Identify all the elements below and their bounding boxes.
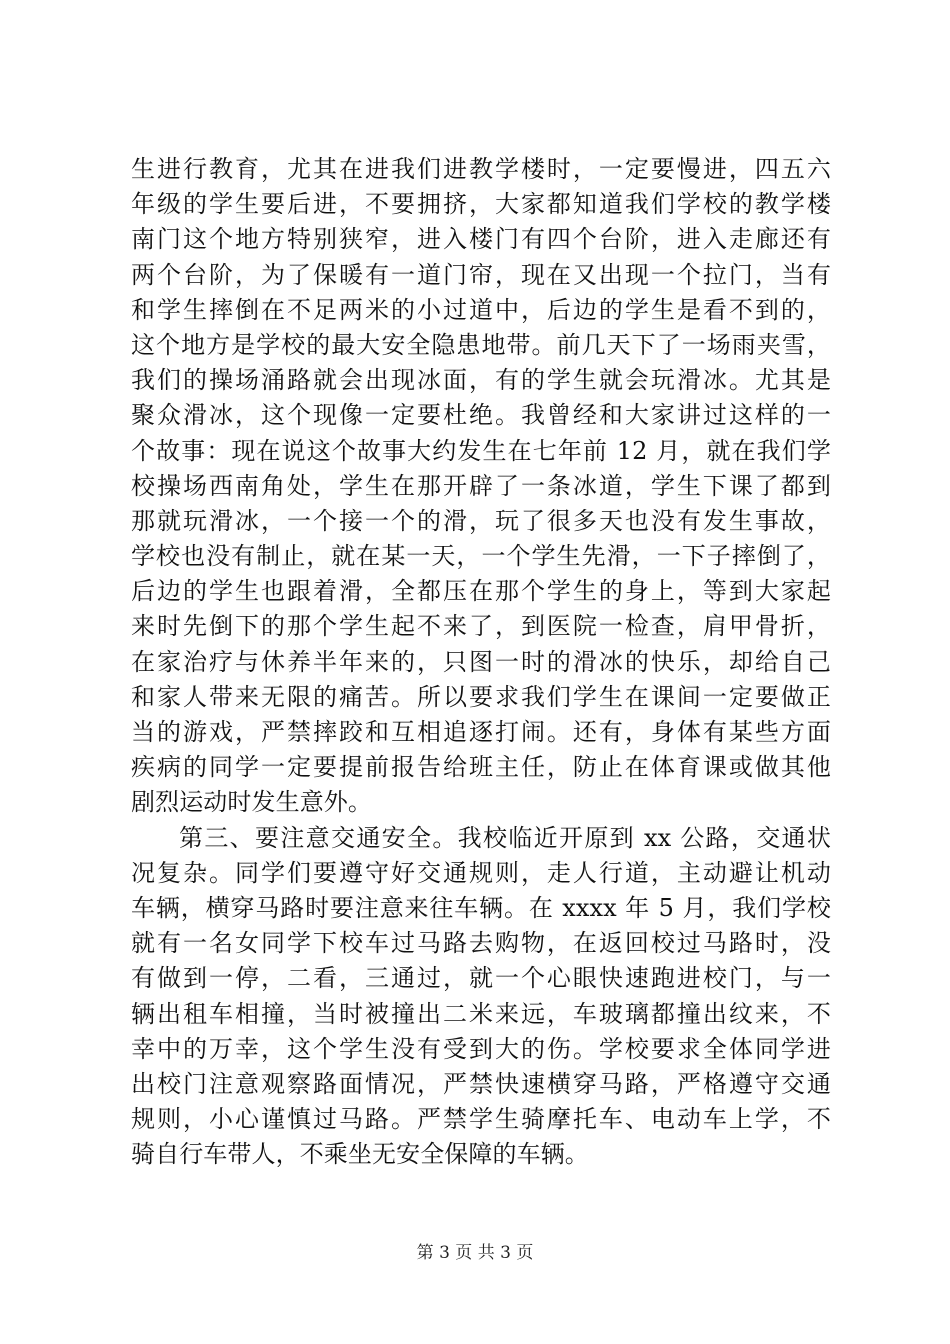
text-line: 和家人带来无限的痛苦。所以要求我们学生在课间一定要做正: [131, 682, 831, 711]
text-line: 辆出租车相撞，当时被撞出二米来远，车玻璃都撞出纹来，不: [131, 999, 831, 1028]
text-line: 况复杂。同学们要遵守好交通规则，走人行道，主动避让机动: [131, 858, 831, 887]
text-line: 就有一名女同学下校车过马路去购物，在返回校过马路时，没: [131, 929, 831, 958]
text-line: 那就玩滑冰，一个接一个的滑，玩了很多天也没有发生事故，: [131, 506, 831, 535]
text-line: 来时先倒下的那个学生起不来了，到医院一检查，肩甲骨折，: [131, 612, 831, 641]
text-line: 有做到一停，二看，三通过，就一个心眼快速跑进校门，与一: [131, 964, 831, 993]
body-text: [131, 152, 831, 1172]
text-line: 生进行教育，尤其在进我们进教学楼时，一定要慢进，四五六: [131, 155, 831, 183]
text-line: 个故事：现在说这个故事大约发生在七年前 12 月，就在我们学: [131, 436, 831, 465]
text-line: 聚众滑冰，这个现像一定要杜绝。我曾经和大家讲过这样的一: [131, 401, 831, 430]
page-footer: [0, 1242, 950, 1264]
text-line: 在家治疗与休养半年来的，只图一时的滑冰的快乐，却给自己: [131, 647, 831, 676]
text-line: 两个台阶，为了保暖有一道门帘，现在又出现一个拉门，当有: [131, 260, 831, 289]
text-line: 学校也没有制止，就在某一天，一个学生先滑，一下子摔倒了，: [131, 542, 831, 571]
page-number: 第 3 页 共 3 页: [416, 1243, 534, 1263]
text-line: 出校门注意观察路面情况，严禁快速横穿马路，严格遵守交通: [131, 1069, 831, 1098]
text-line: 这个地方是学校的最大安全隐患地带。前几天下了一场雨夹雪，: [131, 330, 831, 359]
text-line: 车辆，横穿马路时要注意来往车辆。在 xxxx 年 5 月，我们学校: [131, 893, 831, 922]
text-line: 年级的学生要后进，不要拥挤，大家都知道我们学校的教学楼: [131, 190, 831, 219]
text-line: 南门这个地方特别狭窄，进入楼门有四个台阶，进入走廊还有: [131, 225, 831, 254]
text-line: 骑自行车带人，不乘坐无安全保障的车辆。: [131, 1140, 589, 1169]
text-line: 校操场西南角处，学生在那开辟了一条冰道，学生下课了都到: [131, 471, 831, 500]
text-line: 疾病的同学一定要提前报告给班主任，防止在体育课或做其他: [131, 753, 831, 782]
text-line: 后边的学生也跟着滑，全都压在那个学生的身上，等到大家起: [131, 577, 831, 606]
text-line: 规则，小心谨慎过马路。严禁学生骑摩托车、电动车上学，不: [131, 1105, 831, 1134]
text-line: 我们的操场涌路就会出现冰面，有的学生就会玩滑冰。尤其是: [131, 366, 831, 395]
text-line: 幸中的万幸，这个学生没有受到大的伤。学校要求全体同学进: [131, 1034, 831, 1063]
text-line: 当的游戏，严禁摔跤和互相追逐打闹。还有，身体有某些方面: [131, 718, 831, 746]
text-line: 剧烈运动时发生意外。: [131, 788, 372, 817]
text-line: 和学生摔倒在不足两米的小过道中，后边的学生是看不到的，: [131, 295, 831, 324]
text-line: 第三、要注意交通安全。我校临近开原到 xx 公路，交通状: [179, 823, 831, 852]
